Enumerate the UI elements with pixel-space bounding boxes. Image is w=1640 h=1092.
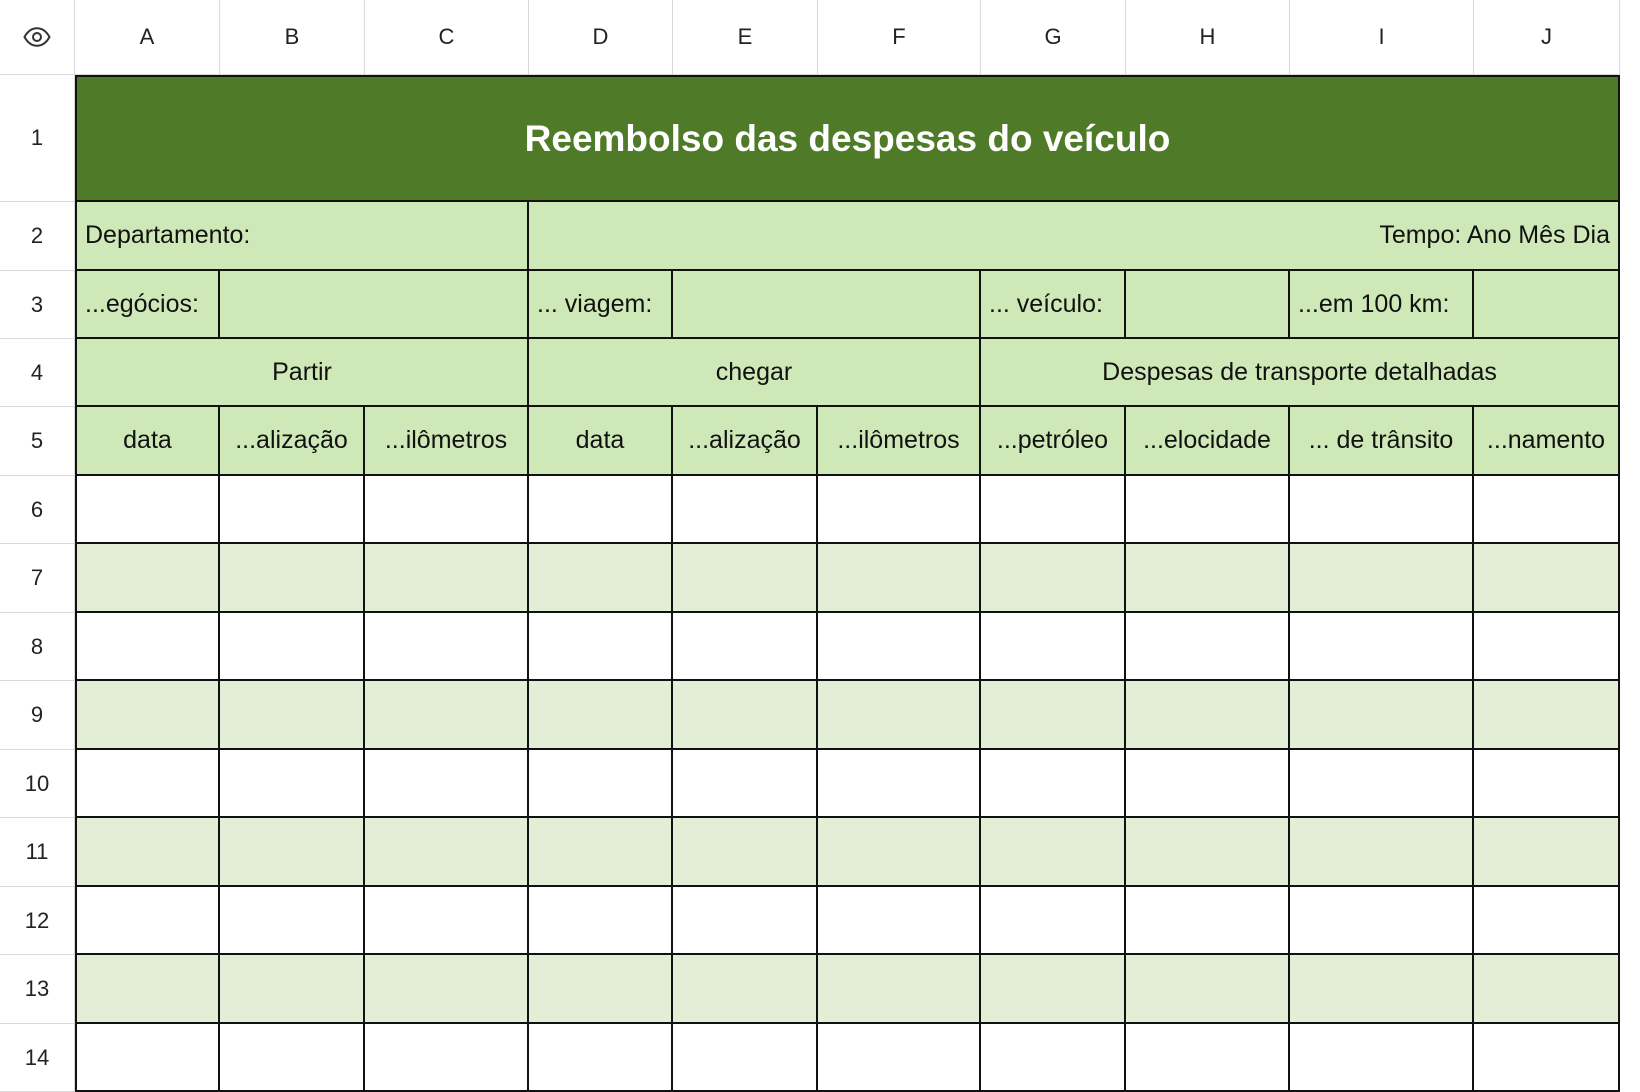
business-value-cell[interactable]	[220, 271, 529, 339]
time-cell-text: Tempo: Ano Mês Dia	[1379, 221, 1610, 249]
header-cell-d-text: data	[575, 426, 625, 454]
header-cell-b-text: ...alização	[235, 426, 348, 454]
header-cell-c-text: ...ilômetros	[384, 426, 508, 454]
column-header-c-text: C	[438, 24, 455, 49]
row-header-7[interactable]	[0, 544, 75, 613]
column-header-d-text: D	[592, 24, 609, 49]
cell-d9[interactable]	[529, 681, 673, 750]
cell-c8[interactable]	[365, 613, 529, 681]
row-header-2[interactable]	[0, 202, 75, 271]
cell-c6[interactable]	[365, 476, 529, 544]
column-header-g-text: G	[1044, 24, 1062, 49]
cell-c12[interactable]	[365, 887, 529, 955]
row-header-5-text: 5	[30, 428, 44, 453]
cell-j8[interactable]	[1474, 613, 1620, 681]
header-cell-j-text: ...namento	[1486, 426, 1606, 454]
department-cell-text: Departamento:	[85, 221, 251, 249]
cell-g8[interactable]	[981, 613, 1126, 681]
cell-f7[interactable]	[818, 544, 981, 613]
column-header-e[interactable]	[673, 0, 818, 75]
cell-c14[interactable]	[365, 1024, 529, 1092]
column-header-j[interactable]	[1474, 0, 1620, 75]
cell-b8[interactable]	[220, 613, 365, 681]
cell-c7[interactable]	[365, 544, 529, 613]
cell-i6[interactable]	[1290, 476, 1474, 544]
column-header-g[interactable]	[981, 0, 1126, 75]
cell-b14[interactable]	[220, 1024, 365, 1092]
cell-h10[interactable]	[1126, 750, 1290, 818]
cell-i8[interactable]	[1290, 613, 1474, 681]
row-header-8-text: 8	[30, 633, 44, 659]
header-cell-c[interactable]	[365, 407, 529, 476]
cell-f12[interactable]	[818, 887, 981, 955]
header-cell-i-text: ... de trânsito	[1308, 426, 1454, 454]
row-header-6-text: 6	[30, 496, 44, 522]
group-arrive-cell[interactable]	[529, 339, 981, 407]
cell-d11[interactable]	[529, 818, 673, 887]
cell-i12[interactable]	[1290, 887, 1474, 955]
row-header-1-text: 1	[30, 125, 44, 150]
cell-d14[interactable]	[529, 1024, 673, 1092]
cell-c10[interactable]	[365, 750, 529, 818]
cell-f6[interactable]	[818, 476, 981, 544]
sheet-title-cell-text: Reembolso das despesas do veículo	[524, 117, 1171, 159]
department-cell[interactable]	[75, 202, 529, 271]
trip-label-cell-text: ... viagem:	[537, 289, 653, 318]
cell-h11[interactable]	[1126, 818, 1290, 887]
vehicle-label-cell-text: ... veículo:	[989, 289, 1103, 318]
cell-a13[interactable]	[75, 955, 220, 1024]
header-cell-d[interactable]	[529, 407, 673, 476]
row-header-9-text: 9	[30, 702, 44, 727]
cell-f13[interactable]	[818, 955, 981, 1024]
cell-h6[interactable]	[1126, 476, 1290, 544]
column-header-a-text: A	[139, 24, 155, 49]
cell-f8[interactable]	[818, 613, 981, 681]
cell-b7[interactable]	[220, 544, 365, 613]
cell-a14[interactable]	[75, 1024, 220, 1092]
row-header-13[interactable]	[0, 955, 75, 1024]
cell-g10[interactable]	[981, 750, 1126, 818]
row-header-11[interactable]	[0, 818, 75, 887]
column-header-h[interactable]	[1126, 0, 1290, 75]
cell-f9[interactable]	[818, 681, 981, 750]
cell-e6[interactable]	[673, 476, 818, 544]
time-cell[interactable]	[529, 202, 1620, 271]
cell-c9[interactable]	[365, 681, 529, 750]
cell-g14[interactable]	[981, 1024, 1126, 1092]
header-cell-h[interactable]	[1126, 407, 1290, 476]
header-cell-b[interactable]	[220, 407, 365, 476]
row-header-9[interactable]	[0, 681, 75, 750]
per100-label-cell[interactable]	[1290, 271, 1474, 339]
row-header-12-text: 12	[24, 907, 50, 933]
column-header-f-text: F	[892, 24, 906, 49]
header-cell-e-text: ...alização	[688, 426, 801, 454]
cell-a11[interactable]	[75, 818, 220, 887]
cell-j6[interactable]	[1474, 476, 1620, 544]
cell-d6[interactable]	[529, 476, 673, 544]
cell-a8[interactable]	[75, 613, 220, 681]
cell-c13[interactable]	[365, 955, 529, 1024]
column-header-c[interactable]	[365, 0, 529, 75]
cell-h7[interactable]	[1126, 544, 1290, 613]
cell-b12[interactable]	[220, 887, 365, 955]
cell-d13[interactable]	[529, 955, 673, 1024]
group-costs-cell[interactable]	[981, 339, 1620, 407]
column-header-e-text: E	[737, 24, 753, 49]
row-header-13-text: 13	[24, 976, 50, 1001]
header-cell-j[interactable]	[1474, 407, 1620, 476]
header-cell-a[interactable]	[75, 407, 220, 476]
cell-i10[interactable]	[1290, 750, 1474, 818]
cell-h13[interactable]	[1126, 955, 1290, 1024]
cell-e14[interactable]	[673, 1024, 818, 1092]
cell-d8[interactable]	[529, 613, 673, 681]
cell-e7[interactable]	[673, 544, 818, 613]
row-header-10[interactable]	[0, 750, 75, 818]
row-header-2-text: 2	[30, 223, 44, 248]
cell-d12[interactable]	[529, 887, 673, 955]
cell-i7[interactable]	[1290, 544, 1474, 613]
group-depart-cell[interactable]	[75, 339, 529, 407]
header-cell-f[interactable]	[818, 407, 981, 476]
business-label-cell-text: ...egócios:	[85, 289, 199, 318]
column-header-h-text: H	[1199, 24, 1216, 49]
header-cell-i[interactable]	[1290, 407, 1474, 476]
cell-c11[interactable]	[365, 818, 529, 887]
header-cell-g[interactable]	[981, 407, 1126, 476]
cell-h9[interactable]	[1126, 681, 1290, 750]
select-all-corner[interactable]	[0, 0, 75, 75]
row-header-14[interactable]	[0, 1024, 75, 1092]
cell-i14[interactable]	[1290, 1024, 1474, 1092]
cell-b10[interactable]	[220, 750, 365, 818]
cell-f11[interactable]	[818, 818, 981, 887]
cell-e13[interactable]	[673, 955, 818, 1024]
sheet-title-cell[interactable]	[75, 75, 1620, 202]
column-header-d[interactable]	[529, 0, 673, 75]
cell-e9[interactable]	[673, 681, 818, 750]
row-header-4[interactable]	[0, 339, 75, 407]
column-header-i-text: I	[1378, 24, 1385, 49]
cell-j14[interactable]	[1474, 1024, 1620, 1092]
cell-b6[interactable]	[220, 476, 365, 544]
row-header-3-text: 3	[30, 291, 44, 317]
cell-f14[interactable]	[818, 1024, 981, 1092]
header-cell-e[interactable]	[673, 407, 818, 476]
eye-icon	[22, 22, 52, 52]
cell-h14[interactable]	[1126, 1024, 1290, 1092]
header-cell-f-text: ...ilômetros	[837, 426, 960, 454]
cell-h8[interactable]	[1126, 613, 1290, 681]
cell-b11[interactable]	[220, 818, 365, 887]
row-header-12[interactable]	[0, 887, 75, 955]
column-header-j-text: J	[1541, 24, 1552, 49]
cell-f10[interactable]	[818, 750, 981, 818]
cell-j10[interactable]	[1474, 750, 1620, 818]
row-header-6[interactable]	[0, 476, 75, 544]
cell-a6[interactable]	[75, 476, 220, 544]
cell-e11[interactable]	[673, 818, 818, 887]
cell-g11[interactable]	[981, 818, 1126, 887]
vehicle-label-cell[interactable]	[981, 271, 1126, 339]
cell-g12[interactable]	[981, 887, 1126, 955]
column-header-f[interactable]	[818, 0, 981, 75]
row-header-3[interactable]	[0, 271, 75, 339]
cell-g7[interactable]	[981, 544, 1126, 613]
cell-d7[interactable]	[529, 544, 673, 613]
cell-g9[interactable]	[981, 681, 1126, 750]
cell-h12[interactable]	[1126, 887, 1290, 955]
per100-value-cell[interactable]	[1474, 271, 1620, 339]
cell-e10[interactable]	[673, 750, 818, 818]
cell-a10[interactable]	[75, 750, 220, 818]
row-header-5[interactable]	[0, 407, 75, 476]
column-header-i[interactable]	[1290, 0, 1474, 75]
group-depart-cell-text: Partir	[272, 357, 332, 386]
business-label-cell[interactable]	[75, 271, 220, 339]
cell-i11[interactable]	[1290, 818, 1474, 887]
group-costs-cell-text: Despesas de transporte detalhadas	[1102, 357, 1497, 386]
cell-j12[interactable]	[1474, 887, 1620, 955]
cell-e8[interactable]	[673, 613, 818, 681]
header-cell-h-text: ...elocidade	[1143, 426, 1271, 454]
row-header-4-text: 4	[30, 359, 44, 385]
cell-j13[interactable]	[1474, 955, 1620, 1024]
cell-j9[interactable]	[1474, 681, 1620, 750]
cell-i9[interactable]	[1290, 681, 1474, 750]
row-header-8[interactable]	[0, 613, 75, 681]
cell-a12[interactable]	[75, 887, 220, 955]
column-header-b-text: B	[284, 24, 300, 49]
cell-e12[interactable]	[673, 887, 818, 955]
cell-b9[interactable]	[220, 681, 365, 750]
row-header-14-text: 14	[24, 1044, 50, 1070]
trip-value-cell[interactable]	[673, 271, 981, 339]
cell-d10[interactable]	[529, 750, 673, 818]
row-header-1[interactable]	[0, 75, 75, 202]
cell-g13[interactable]	[981, 955, 1126, 1024]
column-header-a[interactable]	[75, 0, 220, 75]
cell-b13[interactable]	[220, 955, 365, 1024]
cell-g6[interactable]	[981, 476, 1126, 544]
header-cell-a-text: data	[123, 426, 172, 454]
vehicle-value-cell[interactable]	[1126, 271, 1290, 339]
cell-j11[interactable]	[1474, 818, 1620, 887]
cell-a7[interactable]	[75, 544, 220, 613]
cell-j7[interactable]	[1474, 544, 1620, 613]
cell-a9[interactable]	[75, 681, 220, 750]
column-header-b[interactable]	[220, 0, 365, 75]
row-header-10-text: 10	[24, 770, 50, 796]
trip-label-cell[interactable]	[529, 271, 673, 339]
row-header-7-text: 7	[30, 565, 44, 590]
group-arrive-cell-text: chegar	[715, 357, 793, 386]
row-header-11-text: 11	[25, 839, 49, 864]
cell-i13[interactable]	[1290, 955, 1474, 1024]
per100-label-cell-text: ...em 100 km:	[1298, 289, 1450, 318]
header-cell-g-text: ...petróleo	[996, 426, 1109, 454]
